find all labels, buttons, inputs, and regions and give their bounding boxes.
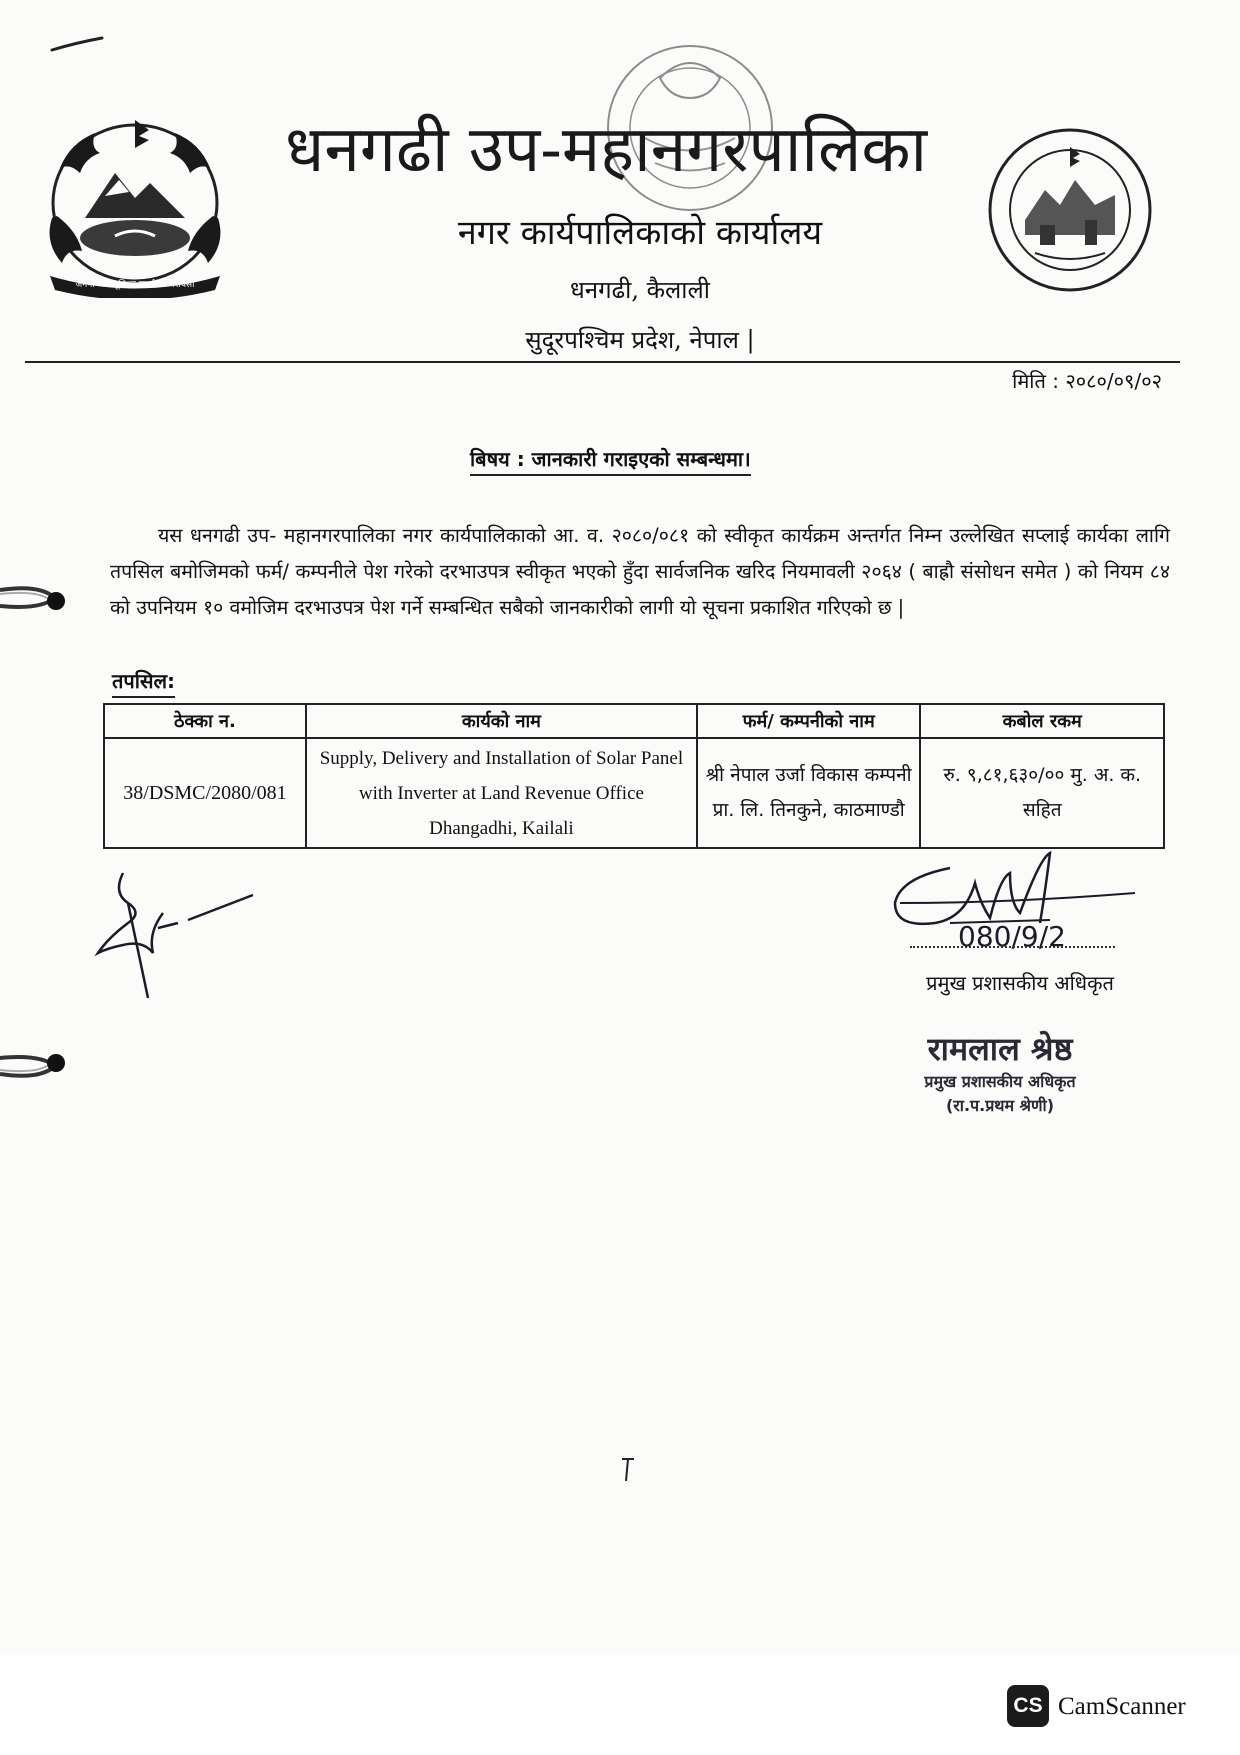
letter-subject: बिषय : जानकारी गराइएको सम्बन्धमा। — [470, 444, 751, 476]
office-province: सुदूरपश्चिम प्रदेश, नेपाल | — [525, 326, 755, 354]
work-name-cell: Supply, Delivery and Installation of Solar Panel with Inverter at Land Revenue Office Dhangadhi, Kailali — [306, 738, 697, 848]
name-stamp — [880, 1028, 1120, 1138]
header-divider — [25, 361, 1180, 363]
letter-date: मिति : २०८०/०९/०२ — [1012, 369, 1162, 393]
column-header-contract-no: ठेक्का न. — [104, 704, 306, 738]
officer-name: रामलाल श्रेष्ठ — [927, 1030, 1073, 1068]
contract-number-cell: 38/DSMC/2080/081 — [104, 738, 306, 848]
amount-cell: रु. ९,८१,६३०/०० मु. अ. क. सहित — [920, 738, 1164, 848]
column-header-work-name: कार्यको नाम — [306, 704, 697, 738]
initials-signature — [88, 868, 258, 998]
binder-ring-icon — [0, 1048, 66, 1082]
column-header-firm-name: फर्म/ कम्पनीको नाम — [697, 704, 921, 738]
scan-footer-area — [0, 1655, 1240, 1755]
officer-title: प्रमुख प्रशासकीय अधिकृत — [926, 971, 1114, 995]
officer-grade: (रा.प.प्रथम श्रेणी) — [945, 1096, 1055, 1115]
details-label: तपसिल: — [112, 666, 175, 698]
pen-mark — [620, 1455, 636, 1485]
letter-body: यस धनगढी उप- महानगरपालिका नगर कार्यपालिकाको आ. व. २०८०/०८१ को स्वीकृत कार्यक्रम अन्तर्गत निम्न उल्लेखित सप्लाई कार्यका लागि तपसिल बमोजिमको फर्म/ कम्पनीले पेश गरेको दरभाउपत्र स्वीकृत भएको हुँदा सार्वजनिक खरिद नियमावली २०६४ ( बाह्रौ संसोधन समेत ) को नियम ८४ को उपनियम १० वमोजिम दरभाउपत्र पेश गर्ने सम्बन्धित सबैको जानकारीको लागी यो सूचना प्रकाशित गरिएको छ | — [110, 524, 1170, 619]
firm-name-cell: श्री नेपाल उर्जा विकास कम्पनी प्रा. लि. तिनकुने, काठमाण्डौ — [697, 738, 921, 848]
municipality-seal-icon — [985, 125, 1155, 295]
binder-ring-icon — [0, 582, 66, 616]
svg-text:जननी जन्मभूमिश्च स्वर्गादपि गर: जननी जन्मभूमिश्च स्वर्गादपि गरीयसी — [75, 280, 195, 290]
signature-date: 080/9/2 — [958, 920, 1066, 953]
office-city: धनगढी, कैलाली — [570, 276, 710, 304]
camscanner-logo-icon: CS — [1007, 1685, 1049, 1727]
signature-line — [910, 934, 1115, 948]
contract-table — [103, 703, 1165, 849]
officer-signature — [880, 838, 1140, 968]
nepal-emblem-icon — [30, 108, 240, 298]
page-title: धनगढी उप-महानगरपालिका — [285, 113, 928, 187]
table-row — [104, 738, 1164, 848]
camscanner-label: CamScanner — [1058, 1693, 1186, 1720]
officer-designation: प्रमुख प्रशासकीय अधिकृत — [924, 1072, 1076, 1091]
column-header-amount: कबोल रकम — [920, 704, 1164, 738]
table-header-row — [104, 704, 1164, 738]
pen-mark — [50, 35, 105, 55]
office-subtitle: नगर कार्यपालिकाको कार्यालय — [457, 213, 823, 253]
